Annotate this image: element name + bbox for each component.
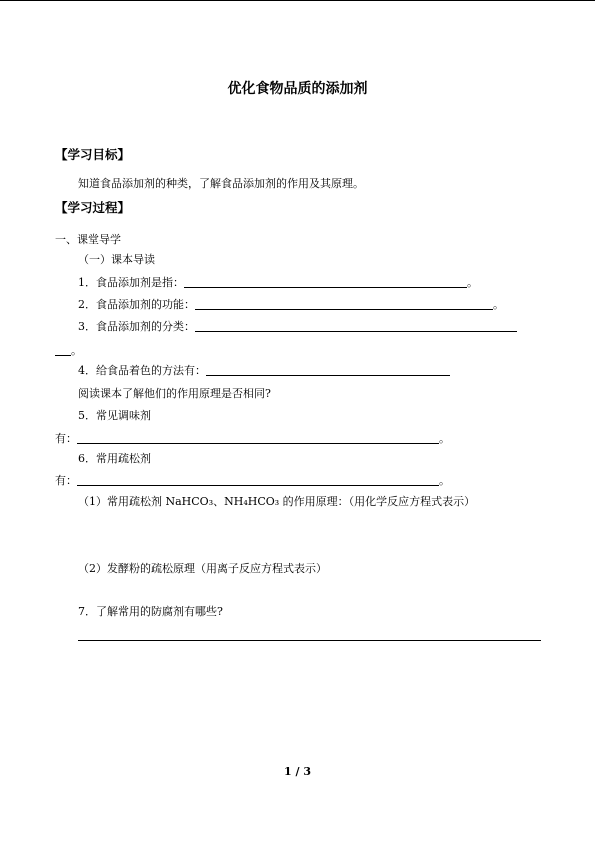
answer-blank-1[interactable]	[184, 276, 467, 288]
question-5-line	[55, 430, 450, 446]
question-3	[78, 318, 517, 334]
question-2-label: 2．食品添加剂的功能：	[78, 298, 195, 311]
read-note: 阅读课本了解他们的作用原理是否相同?	[78, 387, 271, 400]
answer-blank-5[interactable]	[77, 432, 439, 444]
page-number: 1 / 3	[284, 765, 311, 778]
question-4-label: 4．给食品着色的方法有：	[78, 364, 206, 377]
page-title: 优化食物品质的添加剂	[227, 81, 368, 97]
question-4	[78, 362, 450, 378]
answer-line-7[interactable]	[78, 640, 541, 641]
question-5-end: 。	[439, 432, 450, 445]
answer-blank-3[interactable]	[195, 320, 517, 332]
objectives-heading: 【学习目标】	[55, 147, 131, 162]
answer-blank-6[interactable]	[77, 474, 439, 486]
question-6-line	[55, 472, 450, 488]
question-3-continuation	[55, 342, 82, 358]
objectives-text: 知道食品添加剂的种类，了解食品添加剂的作用及其原理。	[78, 177, 364, 190]
question-3-cont-end: 。	[71, 344, 82, 357]
question-5-cont: 有：	[55, 432, 77, 445]
question-6-cont: 有：	[55, 474, 77, 487]
question-3-label: 3．食品添加剂的分类：	[78, 320, 195, 333]
process-heading: 【学习过程】	[55, 200, 131, 215]
question-1-label: 1．食品添加剂是指：	[78, 276, 184, 289]
header-rule	[0, 0, 595, 1]
question-6-sub-1: （1）常用疏松剂 NaHCO₃、NH₄HCO₃ 的作用原理：（用化学反应方程式表示）	[78, 495, 476, 508]
question-6-sub-2: （2）发酵粉的疏松原理（用离子反应方程式表示）	[78, 562, 327, 575]
question-1	[78, 274, 478, 290]
answer-blank-4[interactable]	[206, 364, 450, 376]
question-1-end: 。	[467, 276, 478, 289]
question-2-end: 。	[493, 298, 504, 311]
question-7-label: 7．了解常用的防腐剂有哪些?	[78, 605, 223, 618]
question-6-label: 6．常用疏松剂	[78, 452, 151, 465]
answer-blank-3-cont[interactable]	[55, 344, 71, 356]
question-6-end: 。	[439, 474, 450, 487]
section-one-title: 一、课堂导学	[55, 233, 121, 246]
question-2	[78, 296, 504, 312]
subsection-title: （一）课本导读	[78, 253, 155, 266]
answer-blank-2[interactable]	[195, 298, 493, 310]
question-5-label: 5．常见调味剂	[78, 409, 151, 422]
